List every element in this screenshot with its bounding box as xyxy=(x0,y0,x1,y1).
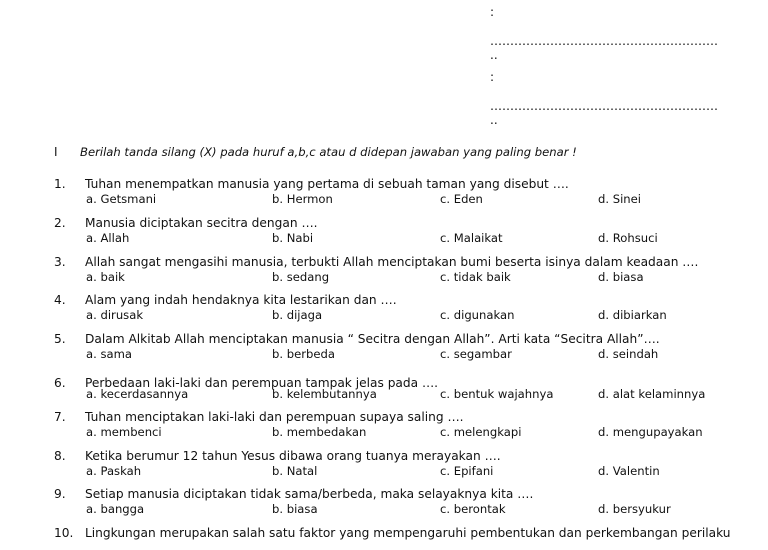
question-1 xyxy=(0,177,768,207)
option-c[interactable]: c. berontak xyxy=(440,502,506,516)
option-c[interactable]: c. Eden xyxy=(440,192,483,206)
question-number: 6. xyxy=(54,376,66,390)
option-a[interactable]: a. dirusak xyxy=(86,308,144,322)
option-a[interactable]: a. sama xyxy=(86,347,133,361)
question-text: Allah sangat mengasihi manusia, terbukti Allah menciptakan bumi beserta isinya dalam keadaan …. xyxy=(85,255,699,269)
question-text: Alam yang indah hendaknya kita lestarikan dan …. xyxy=(85,293,397,307)
option-b[interactable]: b. dijaga xyxy=(272,308,323,322)
question-number: 9. xyxy=(54,487,66,501)
question-number: 3. xyxy=(54,255,66,269)
question-text: Perbedaan laki-laki dan perempuan tampak jelas pada …. xyxy=(85,376,439,390)
option-b[interactable]: b. membedakan xyxy=(272,425,367,439)
option-d[interactable]: d. dibiarkan xyxy=(598,308,667,322)
option-a[interactable]: a. bangga xyxy=(86,502,145,516)
question-5 xyxy=(0,332,768,362)
header-colon-2: : xyxy=(490,70,495,84)
option-a[interactable]: a. Getsmani xyxy=(86,192,157,206)
question-text: Setiap manusia diciptakan tidak sama/berbeda, maka selayaknya kita …. xyxy=(85,487,534,501)
option-d[interactable]: d. alat kelaminnya xyxy=(598,387,706,401)
question-4 xyxy=(0,293,768,323)
question-number: 10. xyxy=(54,526,74,540)
question-7 xyxy=(0,410,768,440)
question-text: Dalam Alkitab Allah menciptakan manusia “ Secitra dengan Allah”. Arti kata “Secitra Allah”…. xyxy=(85,332,660,346)
question-10 xyxy=(0,526,768,546)
option-a[interactable]: a. membenci xyxy=(86,425,162,439)
option-d[interactable]: d. mengupayakan xyxy=(598,425,703,439)
option-b[interactable]: b. kelembutannya xyxy=(272,387,377,401)
option-b[interactable]: b. berbeda xyxy=(272,347,335,361)
option-c[interactable]: c. Epifani xyxy=(440,464,494,478)
option-d[interactable]: d. bersyukur xyxy=(598,502,671,516)
question-9 xyxy=(0,487,768,517)
question-text: Tuhan menciptakan laki-laki dan perempuan supaya saling …. xyxy=(85,410,464,424)
option-c[interactable]: c. digunakan xyxy=(440,308,515,322)
header-dotted-line-2: ………………………………………………… xyxy=(490,99,718,113)
option-c[interactable]: c. segambar xyxy=(440,347,512,361)
question-6 xyxy=(0,376,768,406)
question-text: Lingkungan merupakan salah satu faktor yang mempengaruhi pembentukan dan perkembangan perilaku xyxy=(85,526,731,540)
question-number: 5. xyxy=(54,332,66,346)
option-c[interactable]: c. tidak baik xyxy=(440,270,511,284)
header-dotted-line-1-end: .. xyxy=(490,48,498,62)
question-3 xyxy=(0,255,768,285)
option-c[interactable]: c. Malaikat xyxy=(440,231,503,245)
option-b[interactable]: b. Hermon xyxy=(272,192,333,206)
question-2 xyxy=(0,216,768,246)
option-d[interactable]: d. Valentin xyxy=(598,464,660,478)
option-c[interactable]: c. melengkapi xyxy=(440,425,522,439)
header-dotted-line-1: ………………………………………………… xyxy=(490,34,718,48)
option-c[interactable]: c. bentuk wajahnya xyxy=(440,387,554,401)
question-text: Manusia diciptakan secitra dengan …. xyxy=(85,216,318,230)
header-dotted-line-2-end: .. xyxy=(490,113,498,127)
option-b[interactable]: b. Nabi xyxy=(272,231,314,245)
option-d[interactable]: d. biasa xyxy=(598,270,644,284)
option-d[interactable]: d. seindah xyxy=(598,347,659,361)
question-8 xyxy=(0,449,768,479)
question-number: 4. xyxy=(54,293,66,307)
option-d[interactable]: d. Rohsuci xyxy=(598,231,658,245)
section-number: I xyxy=(54,145,58,159)
option-d[interactable]: d. Sinei xyxy=(598,192,642,206)
option-a[interactable]: a. Paskah xyxy=(86,464,142,478)
option-a[interactable]: a. Allah xyxy=(86,231,130,245)
option-b[interactable]: b. biasa xyxy=(272,502,318,516)
question-number: 8. xyxy=(54,449,66,463)
question-number: 2. xyxy=(54,216,66,230)
question-text: Tuhan menempatkan manusia yang pertama di sebuah taman yang disebut …. xyxy=(85,177,569,191)
question-text: Ketika berumur 12 tahun Yesus dibawa orang tuanya merayakan …. xyxy=(85,449,501,463)
instruction-text: Berilah tanda silang (X) pada huruf a,b,c atau d didepan jawaban yang paling benar ! xyxy=(80,145,577,159)
option-a[interactable]: a. kecerdasannya xyxy=(86,387,189,401)
option-b[interactable]: b. sedang xyxy=(272,270,330,284)
header-colon-1: : xyxy=(490,5,495,19)
question-number: 1. xyxy=(54,177,66,191)
question-number: 7. xyxy=(54,410,66,424)
option-b[interactable]: b. Natal xyxy=(272,464,318,478)
option-a[interactable]: a. baik xyxy=(86,270,125,284)
